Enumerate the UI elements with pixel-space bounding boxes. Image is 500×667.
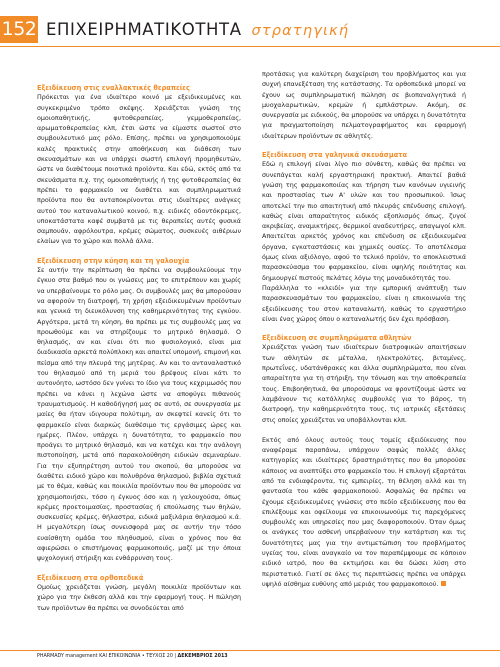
page-header	[46, 18, 349, 42]
section-text-galenic-2: Παράλληλα το «κλειδί» για την εμπορική ανάπτυξη των παρασκευασμάτων του φαρμακείου, είναι η επικοινωνία της εξειδίκευσης του στον καταναλωτή, καθώς το εργαστήριο είναι ένας χώρος όπου ο καταναλωτής δεν έχει πρόσβαση.	[262, 284, 466, 323]
section-text-galenic: Εδώ η επιλογή είναι λίγο πιο σύνθετη, καθώς θα πρέπει να συνεπάγεται καλή εργαστηριακή πρακτική. Απαιτεί βαθιά γνώση της φαρμακοποιίας και τήρηση των κανόνων υγιεινής και προστασίας των Α' υλών και του προσωπικού. Ίσως αποτελεί την πιο απαιτητική από πλευράς επένδυσης επιλογή, καθώς είναι απαραίτητος ειδικός εξοπλισμός όπως, ζυγοί ακριβείας, αναμικτήρες, θερμικοί αναδευτήρες, απαγωγοί κλπ. Απαιτείται αρκετός χρόνος και επένδυση σε εξειδικευμένα όργανα, εγκαταστάσεις και χημικές ουσίες. Το αποτέλεσμα όμως είναι αξιόλογο, αφού το τελικό προϊόν, το αποκλειστικά παρασκεύασμα του φαρμακείου, είναι υψηλής ποιότητας και δημιουργεί πιστούς πελάτες λόγω της μοναδικότητάς του.	[262, 161, 466, 282]
section-text-alternative-therapies: Πρόκειται για ένα ιδιαίτερο κοινό με εξειδικευμένες και συγκεκριμένο τρόπο σκέψης. Χρειάζεται γνώση της ομοιοπαθητικής, φυτοθεραπείας, γεμμοθεραπείας, αρωματοθεραπείας κλπ, έτσι ώστε να είμαστε σωστοί στο συμβουλευτικό μας ρόλο. Επίσης, πρέπει να χρησιμοποιούμε καλές πρακτικές στην αποθήκευση και διάθεση των σκευασμάτων και να υπάρχει σωστή επιλογή προμηθευτών, ώστε να διαθέτουμε ποιοτικά προϊόντα. Και εδώ, εκτός από τα σκευάσματα π.χ. της ομοιοπαθητικής ή της φυτοθεραπείας θα πρέπει το φαρμακείο να διαθέτει και συμπληρωματικά προϊόντα που θα ανταποκρίνονται στις ιδιαίτερες ανάγκες αυτού του καταναλωτικού κοινού, π.χ. ειδικές οδοντόκρεμες, υποκατάστατα καφέ συμβατά με τις θεραπείες αυτές φυσικά σαμπουάν, αφρόλουτρα, κρέμες σώματος, συσκευές αιθέριων ελαίων για το χώρο και πολλά άλλα.	[37, 94, 241, 246]
page-number: 152	[0, 16, 38, 43]
page-footer	[37, 653, 228, 660]
section-heading-athletes: Εξειδίκευση σε συμπληρώματα αθλητών	[262, 334, 412, 343]
closing-text: Εκτός από όλους αυτούς τους τομείς εξειδίκευσης που αναφέραμε παραπάνω, υπάρχουν σαφώς πολλές άλλες κατηγορίες και ιδιαίτερες δραστηριότητες που θα μπορούσε κάποιος να αναπτύξει στο φαρμακείο του. Η επιλογή εξαρτάται από τα ενδιαφέροντα, τις εμπειρίες, τη θέληση αλλά και τη φαντασία του κάθε φαρμακοποιού. Ασφαλώς θα πρέπει να έχουμε εξειδικευμένες γνώσεις στο πεδίο εξειδίκευσης που θα επιλέξουμε και οφείλουμε να επικοινωνούμε τις παρεχόμενες συμβουλές και υπηρεσίες που μας διαφοροποιούν. Όταν όμως οι ανάγκες του ασθενή υπερβαίνουν την κατάρτιση και τις δυνατότητες μας για την αντιμετώπιση του προβλήματος υγείας του, είναι αναγκαίο να τον παραπέμψουμε σε κάποιον ειδικό ιατρό, που θα εκτιμήσει και θα δώσει λύση στο περιστατικό. Γιατί σε όλες τις περιπτώσεις πρέπει να υπάρχει υψηλό αίσθημα ευθύνης από μεριάς του φαρμακοποιού.	[262, 436, 466, 588]
footer-issue: • ΤΕΥΧΟΣ 20 |	[141, 654, 177, 659]
header-section: στρατηγική	[251, 23, 350, 39]
left-column	[37, 70, 241, 614]
section-heading-alternative-therapies: Εξειδίκευση στις εναλλακτικές θεραπείες	[37, 84, 190, 92]
section-heading-orthopedics: Εξειδίκευση στα ορθοπεδικά	[37, 573, 144, 582]
right-column	[262, 70, 466, 590]
footer-publication: PHARMADY management ΚΑΙ ΕΠΙΚΟΙΝΩΝΙΑ	[37, 654, 141, 659]
header-title: ΕΠΙΧΕΙΡΗΜΑΤΙΚΟΤΗΤΑ	[46, 20, 242, 39]
section-heading-galenic: Εξειδίκευση στα γαληνικά σκευάσματα	[262, 151, 408, 160]
footer-date: ΔΕΚΕΜΒΡΙΟΣ 2013	[177, 654, 228, 659]
end-of-article-mark	[441, 581, 446, 586]
header-rule	[0, 46, 500, 47]
section-text-orthopedics-continued: προτάσεις για καλύτερη διαχείριση του προβλήματος και για συχνή επανεξέταση της κατάστασης. Τα ορθοπεδικά μπορεί να έχουν ως συμπληρωματική πώληση σε βιοπαναλγητικά ή μυοχαλαρωτικών, κρεμών ή εμπλάστρων. Ακόμη, σε συνεργασία με ειδικούς, θα μπορούσε να υπάρχει η δυνατότητα για πραγματοποίηση πελματογραφήματος και εφαρμογή ιδιαίτερων προϊόντων σε αθλητές.	[262, 71, 466, 140]
section-heading-pregnancy-lactation: Εξειδίκευση στην κύηση και τη γαλουχία	[37, 256, 190, 265]
section-text-athletes: Χρειάζεται γνώση των ιδιαίτερων διατροφικών απαιτήσεων των αθλητών σε μέταλλα, ηλεκτρολύτες, βιταμίνες, πρωτεΐνες, υδατάνθρακες και άλλα συμπληρώματα, που είναι απαραίτητα για τη στήριξη, την τόνωση και την αποθεραπεία τους. Επιβοηθητικά, θα μπορούσαμε να φροντίζουμε ώστε να λαμβάνουν τις κατάλληλες συμβουλές για το βάρος, τη διατροφή, την καθημερινότητα τους, τις ιατρικές εξετάσεις στις οποίες χρειάζεται να υποβάλλονται κλπ.	[262, 344, 466, 424]
closing-paragraph	[262, 436, 466, 590]
footer-rule	[0, 650, 500, 651]
section-text-orthopedics: Ομοίως χρειάζεται γνώση, μεγάλη ποικιλία προϊόντων και χώρο για την έκθεση αλλά και την εφαρμογή τους. Η πώληση των προϊόντων θα πρέπει να συνοδεύεται από	[37, 583, 241, 612]
section-text-pregnancy-lactation: Σε αυτήν την περίπτωση θα πρέπει να συμβουλεύουμε την έγκυο στα βαθμό που οι γνώσεις μας το επιτρέπουν και χωρίς να υπερβαίνουμε το ρόλο μας. Οι συμβουλές μας θα μπορούσαν να αφορούν τη διατροφή, τη χρήση εξειδικευμένων προϊόντων και γενικά τη διευκόλυνση της καθημερινότητας της εγκύου. Αργότερα, μετά τη κύηση, θα πρέπει με τις συμβουλές μας να προωθούμε και να στηρίζουμε το μητρικό θηλασμό. Ο θηλασμός, αν και είναι ότι πιο φυσιολογικό, είναι μια διαδικασία αρκετά πολύπλοκη και απαιτεί υπομονή, επιμονή και πείσμα από την πλευρά της μητέρας. Αν και το ανταναλαστικό του θηλασμού από τη μεριά του βρέφους είναι κάτι το αυτονόητο, ωστόσο δεν γνίνει το ίδιο για τους κεχριμωσός που πρέπει να κάνει η λεχώνα ώστε να αποφύγει πιθανούς τραυματισμούς. Η καθοδήγησή μας σε αυτό, σε συνεργασία με μαίες θα ήταν ιδιγουρα πολύτιμη, αν σκεφτεί κανείς ότι το φαρμακείο είναι διαρκώς διαθέσιμο τις εργάσιμες ώρες και ημέρες. Πλέον, υπάρχει η δυνατότητα, το φαρμακείο που προάγει το μητρικό θηλασμό, και να κατέχει και την ανάλογη πιστοποίηση, μετά από παρακολούθηση ειδικών σεμιναρίων. Για την εξυπηρέτηση αυτού του σκοπού, θα μπορούσε να διαθέτει ειδικό χώρο και πολυθρόνα θηλασμού, βιβλία σχετικά με το θέμα, καθώς και ποικιλία προϊόντων που θα μπορούσε να χρησιμοποιήσει, τόσο η έγκυος όσο και η γαλουχούσα, όπως κρέμες προετοιμασίας, προστασίας ή επούλωσης των θηλών, συσκευσίες κρέμες, θήλαστρα, ειδικά μαξιλάρια θηλασμού κ.ά. Η μεγαλύτερη ίσως συνεισφορά μας σε αυτήν την τόσο ευαίσθητη ομάδα του πληθυσμού, είναι ο χρόνος που θα αφιερώσει ο επιστήμονας φαρμακοποιός, μαζί με την όποια ψυχολογική στήριξη και ενθάρρυνση τους.	[37, 267, 241, 563]
